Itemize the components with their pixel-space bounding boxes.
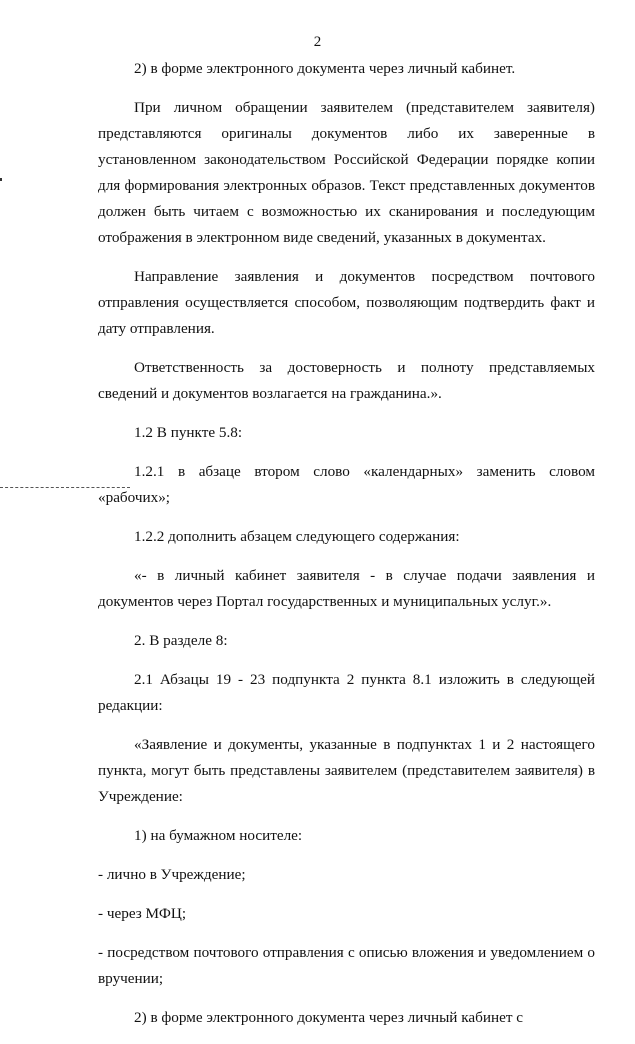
paragraph-15: - посредством почтового отправления с описью вложения и уведомлением о вручении; [98,944,595,987]
paragraph-6: 1.2.1 в абзаце втором слово «календарных» заменить словом «рабочих»; [98,463,595,506]
paragraph-8: «- в личный кабинет заявителя - в случае подачи заявления и документов через Портал государственных и муниципальных услуг.». [98,567,595,610]
paragraph-16: 2) в форме электронного документа через личный кабинет с [134,1009,524,1026]
paragraph-5: 1.2 В пункте 5.8: [134,424,243,441]
paragraph-12: 1) на бумажном носителе: [134,827,303,844]
paragraph-10: 2.1 Абзацы 19 - 23 подпункта 2 пункта 8.1 изложить в следующей редакции: [98,671,595,714]
paragraph-14: - через МФЦ; [98,905,187,922]
paragraph-13: - лично в Учреждение; [98,866,246,883]
paragraph-9: 2. В разделе 8: [134,632,228,649]
paragraph-11: «Заявление и документы, указанные в подпунктах 1 и 2 настоящего пункта, могут быть представлены заявителем (представителем заявителя) в Учреждение: [98,736,595,805]
paragraph-7: 1.2.2 дополнить абзацем следующего содержания: [134,528,460,545]
paragraph-1: 2) в форме электронного документа через личный кабинет. [134,60,516,77]
margin-mark [0,178,2,181]
paragraph-4: Ответственность за достоверность и полноту представляемых сведений и документов возлагается на гражданина.». [98,359,595,402]
paragraph-2: При личном обращении заявителем (представителем заявителя) представляются оригиналы документов либо их заверенные в установленном законодательством Российской Федерации порядке копии для формирования электронных образов. Текст представленных документов должен быть читаем с возможностью их сканирования и последующим отображения в электронном виде сведений, указанных в документах. [98,99,595,246]
page-number: 2 [313,34,322,50]
paragraph-3: Направление заявления и документов посредством почтового отправления осуществляется способом, позволяющим подтвердить факт и дату отправления. [98,268,595,337]
document-body [98,56,595,1044]
